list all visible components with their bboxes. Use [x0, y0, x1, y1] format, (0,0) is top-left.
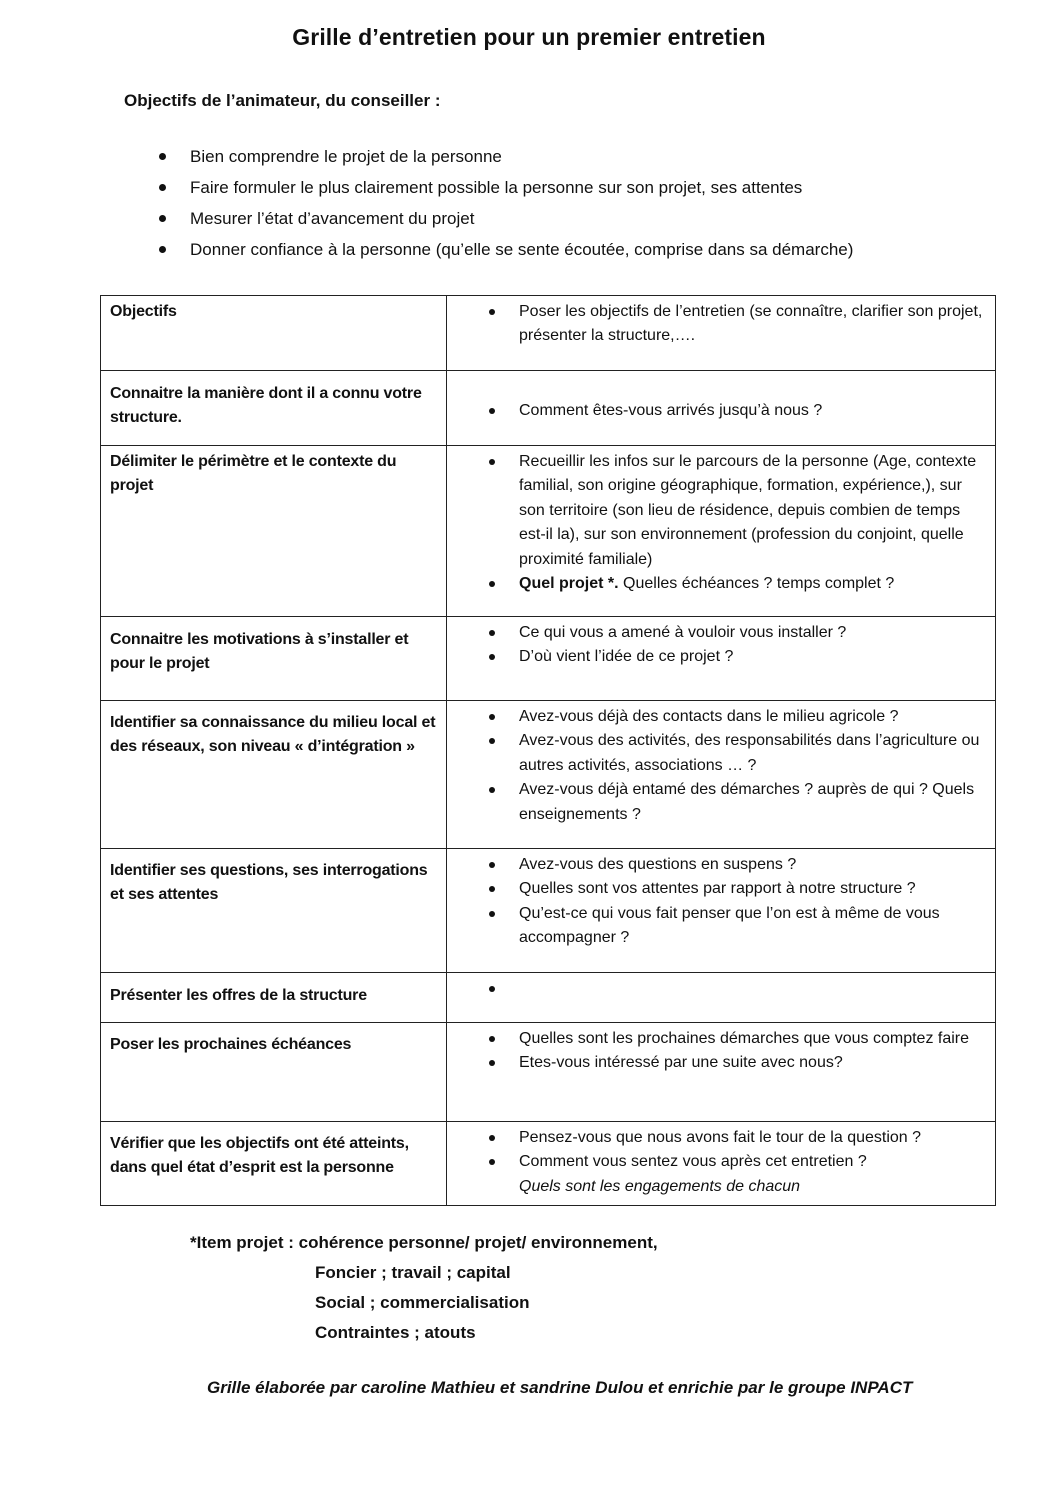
row-label: Objectifs	[101, 296, 447, 371]
list-item: Avez-vous déjà des contacts dans le milieu agricole ?	[447, 705, 987, 729]
list-item: Recueillir les infos sur le parcours de la personne (Age, contexte familial, son origine géographique, formation, expérience,), sur son territoire (son lieu de résidence, depuis combien de temps est-il la), sur son environnement (profession du conjoint, quelle proximité familiale)	[447, 450, 987, 572]
list-item: Quelles sont vos attentes par rapport à notre structure ?	[447, 877, 987, 901]
table-row	[101, 701, 996, 849]
project-item-text: Quelles échéances ? temps complet ?	[618, 575, 895, 593]
table-row	[101, 849, 996, 973]
row-content	[447, 1122, 996, 1206]
table-row	[101, 617, 996, 701]
list-item: Ce qui vous a amené à vouloir vous installer ?	[447, 621, 987, 645]
row-label: Poser les prochaines échéances	[101, 1023, 447, 1122]
table-row	[101, 446, 996, 617]
row-content	[447, 371, 996, 446]
list-item: Comment vous sentez vous après cet entretien ?	[447, 1150, 987, 1174]
footnote-line: Contraintes ; atouts	[315, 1323, 476, 1342]
row-label: Identifier ses questions, ses interrogations et ses attentes	[101, 849, 447, 973]
row-content	[447, 849, 996, 973]
list-item: Quelles sont les prochaines démarches que vous comptez faire	[447, 1027, 987, 1051]
table-row	[101, 296, 996, 371]
row-content	[447, 973, 996, 1023]
footnote-line: Foncier ; travail ; capital	[315, 1263, 511, 1282]
credit-line: Grille élaborée par caroline Mathieu et sandrine Dulou et enrichie par le groupe INPACT	[207, 1378, 913, 1397]
row-label: Délimiter le périmètre et le contexte du projet	[101, 446, 447, 617]
list-item: Quels sont les engagements de chacun	[519, 1177, 801, 1195]
row-label: Vérifier que les objectifs ont été atteints, dans quel état d’esprit est la personne	[101, 1122, 447, 1206]
list-item: D’où vient l’idée de ce projet ?	[447, 645, 987, 669]
objectives-list	[152, 141, 882, 265]
list-item: Mesurer l’état d’avancement du projet	[152, 203, 882, 234]
list-item: Pensez-vous que nous avons fait le tour de la question ?	[447, 1126, 987, 1150]
interview-grid-table	[100, 295, 996, 1206]
list-item: Donner confiance à la personne (qu’elle se sente écoutée, comprise dans sa démarche)	[152, 234, 882, 265]
table-row	[101, 973, 996, 1023]
footnote	[190, 1228, 658, 1348]
row-content	[447, 446, 996, 617]
objectives-heading: Objectifs de l’animateur, du conseiller :	[124, 91, 441, 110]
list-item: Bien comprendre le projet de la personne	[152, 141, 882, 172]
list-item: Poser les objectifs de l’entretien (se connaître, clarifier son projet, présenter la structure,….	[447, 300, 987, 349]
row-content	[447, 617, 996, 701]
row-label: Présenter les offres de la structure	[101, 973, 447, 1023]
list-item: Etes-vous intéressé par une suite avec nous?	[447, 1051, 987, 1075]
row-label: Connaitre la manière dont il a connu votre structure.	[101, 371, 447, 446]
list-item: Avez-vous des activités, des responsabilités dans l’agriculture ou autres activités, associations … ?	[447, 729, 987, 778]
table-row	[101, 1122, 996, 1206]
page-title: Grille d’entretien pour un premier entretien	[292, 24, 766, 50]
footnote-line: *Item projet : cohérence personne/ projet/ environnement,	[190, 1233, 658, 1252]
row-label: Identifier sa connaissance du milieu local et des réseaux, son niveau « d’intégration »	[101, 701, 447, 849]
row-content	[447, 296, 996, 371]
list-item: Avez-vous déjà entamé des démarches ? auprès de qui ? Quels enseignements ?	[447, 778, 987, 827]
row-label: Connaitre les motivations à s’installer et pour le projet	[101, 617, 447, 701]
row-content	[447, 1023, 996, 1122]
table-row	[101, 1023, 996, 1122]
footnote-line: Social ; commercialisation	[315, 1293, 530, 1312]
list-item: Faire formuler le plus clairement possible la personne sur son projet, ses attentes	[152, 172, 882, 203]
list-item: Avez-vous des questions en suspens ?	[447, 853, 987, 877]
row-content	[447, 701, 996, 849]
list-item	[447, 572, 987, 596]
project-item-label: Quel projet *.	[519, 575, 619, 593]
list-item: Qu’est-ce qui vous fait penser que l’on est à même de vous accompagner ?	[447, 902, 987, 951]
table-row	[101, 371, 996, 446]
list-item: Comment êtes-vous arrivés jusqu’à nous ?	[447, 399, 987, 423]
